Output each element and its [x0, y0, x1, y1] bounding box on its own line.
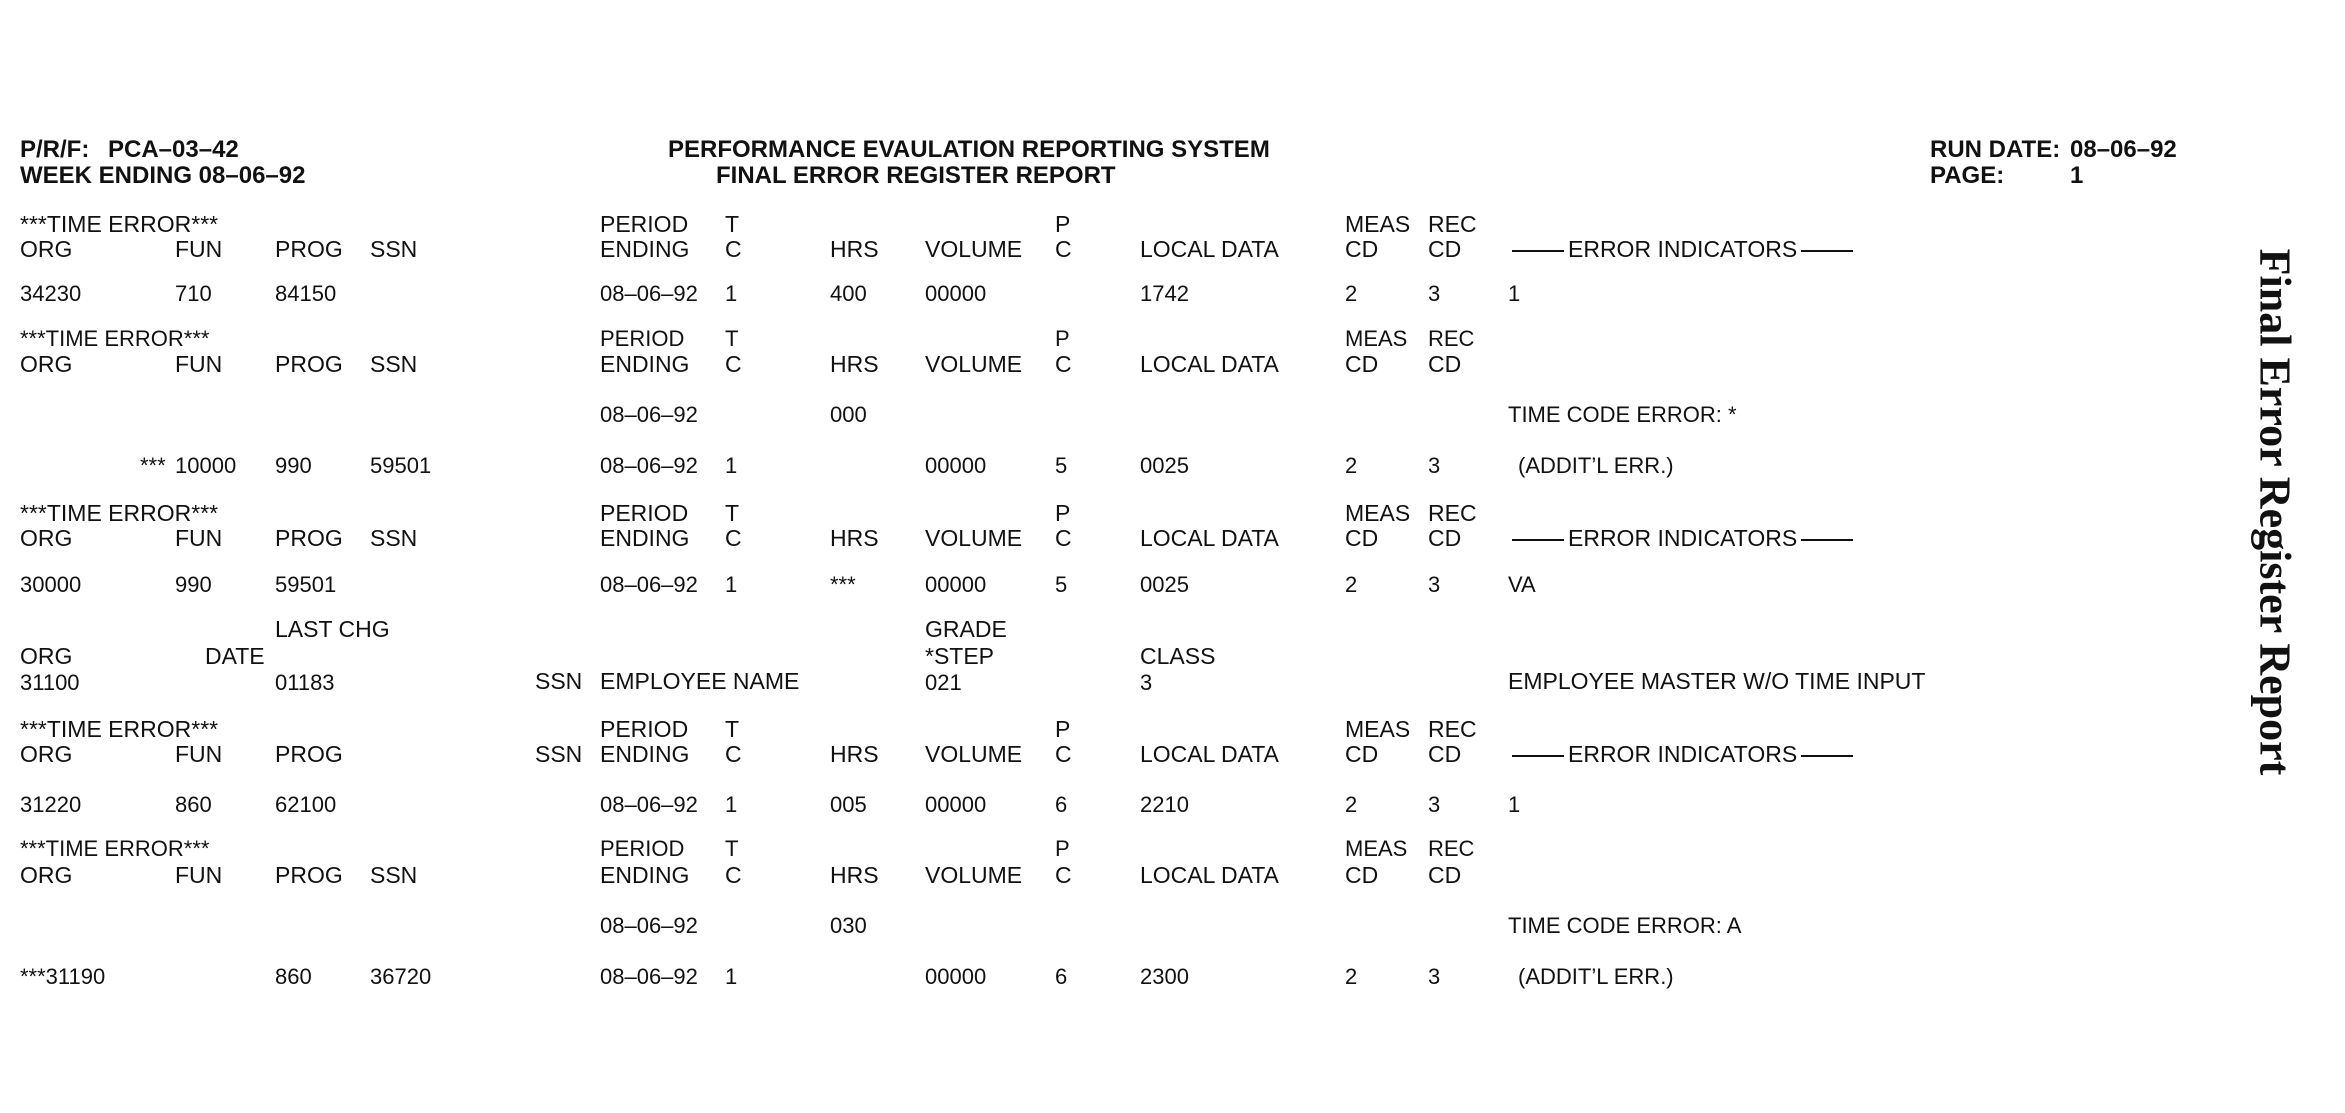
col-rec-cd: CD — [1428, 741, 1462, 767]
cell-org: 31220 — [20, 792, 82, 817]
col-meas-cd: CD — [1345, 862, 1379, 888]
col-rec: REC — [1428, 326, 1475, 351]
col-local-data: LOCAL DATA — [1140, 741, 1279, 767]
col-volume: VOLUME — [925, 862, 1023, 888]
cell-date: 01183 — [275, 670, 335, 695]
cell-tc: 1 — [725, 964, 738, 989]
col-local-data: LOCAL DATA — [1140, 236, 1279, 262]
col-org: ORG — [20, 236, 73, 262]
col-volume: VOLUME — [925, 236, 1023, 262]
cell-error-indicator: (ADDIT’L ERR.) — [1518, 453, 1674, 478]
cell-local-data: 2300 — [1140, 964, 1189, 989]
cell-org: ***31190 — [20, 964, 106, 989]
col-c: C — [725, 741, 742, 767]
col-fun: FUN — [175, 741, 223, 767]
col-ssn: SSN — [370, 236, 418, 262]
col-fun: FUN — [175, 525, 223, 551]
cell-rec-cd: 3 — [1428, 572, 1441, 597]
cell-prog: 59501 — [370, 453, 432, 478]
col-rec-cd: CD — [1428, 525, 1462, 551]
cell-org: 10000 — [175, 453, 237, 478]
cell-error-indicator: (ADDIT’L ERR.) — [1518, 964, 1674, 989]
col-meas: MEAS — [1345, 326, 1408, 351]
cell-org: 30000 — [20, 572, 82, 597]
col-prog: PROG — [275, 741, 343, 767]
col-volume: VOLUME — [925, 741, 1023, 767]
col-t: T — [725, 211, 740, 237]
col-ssn: SSN — [370, 351, 418, 377]
col-meas-cd: CD — [1345, 741, 1379, 767]
cell-meas-cd: 2 — [1345, 964, 1358, 989]
col-org: ORG — [20, 741, 73, 767]
cell-hrs: 000 — [830, 402, 867, 427]
col-c: C — [725, 862, 742, 888]
col-grade: GRADE — [925, 616, 1007, 642]
cell-hrs: 005 — [830, 792, 867, 817]
cell-tc: 1 — [725, 453, 738, 478]
col-c: C — [725, 525, 742, 551]
col-prog: PROG — [275, 236, 343, 262]
cell-meas-cd: 2 — [1345, 281, 1358, 306]
col-t: T — [725, 716, 740, 742]
report-subtitle: FINAL ERROR REGISTER REPORT — [716, 162, 1116, 189]
cell-class: 3 — [1140, 670, 1153, 695]
cell-flag: *** — [140, 453, 166, 478]
col-t: T — [725, 500, 740, 526]
cell-note: EMPLOYEE MASTER W/O TIME INPUT — [1508, 668, 1926, 694]
cell-pc: 5 — [1055, 453, 1068, 478]
time-error-label: ***TIME ERROR*** — [20, 500, 219, 526]
cell-volume: 00000 — [925, 281, 987, 306]
cell-tc: 1 — [725, 792, 738, 817]
cell-org: 34230 — [20, 281, 82, 306]
col-rec-cd: CD — [1428, 351, 1462, 377]
col-rec: REC — [1428, 716, 1477, 742]
col-meas-cd: CD — [1345, 525, 1379, 551]
cell-error-indicator: VA — [1508, 572, 1536, 597]
col-employee-name: EMPLOYEE NAME — [600, 668, 800, 694]
cell-grade: 021 — [925, 670, 962, 695]
cell-fun: 860 — [275, 964, 312, 989]
cell-volume: 00000 — [925, 964, 987, 989]
cell-error-indicator: 1 — [1508, 792, 1521, 817]
cell-prog: 59501 — [275, 572, 337, 597]
col-rec: REC — [1428, 211, 1477, 237]
col-pc: C — [1055, 351, 1072, 377]
col-ssn: SSN — [370, 862, 418, 888]
col-step: *STEP — [925, 643, 995, 669]
col-local-data: LOCAL DATA — [1140, 351, 1279, 377]
run-date-label: RUN DATE: — [1930, 136, 2061, 163]
col-p: P — [1055, 326, 1070, 351]
cell-rec-cd: 3 — [1428, 281, 1441, 306]
col-ending: ENDING — [600, 236, 690, 262]
cell-local-data: 0025 — [1140, 572, 1189, 597]
col-class: CLASS — [1140, 643, 1216, 669]
col-rec-cd: CD — [1428, 236, 1462, 262]
col-local-data: LOCAL DATA — [1140, 525, 1279, 551]
col-pc: C — [1055, 236, 1072, 262]
cell-pc: 5 — [1055, 572, 1068, 597]
report-title: PERFORMANCE EVAULATION REPORTING SYSTEM — [668, 136, 1270, 163]
col-prog: PROG — [275, 862, 343, 888]
cell-fun: 990 — [175, 572, 212, 597]
col-meas: MEAS — [1345, 500, 1411, 526]
col-c: C — [725, 351, 742, 377]
col-p: P — [1055, 836, 1070, 861]
error-indicators-heading: ERROR INDICATORS — [1508, 238, 1857, 261]
cell-local-data: 2210 — [1140, 792, 1189, 817]
col-org: ORG — [20, 525, 73, 551]
col-volume: VOLUME — [925, 351, 1023, 377]
col-local-data: LOCAL DATA — [1140, 862, 1279, 888]
col-org: ORG — [20, 643, 73, 669]
error-indicators-heading: ERROR INDICATORS — [1508, 527, 1857, 550]
col-c: C — [725, 236, 742, 262]
col-period: PERIOD — [600, 211, 689, 237]
col-p: P — [1055, 211, 1071, 237]
col-pc: C — [1055, 862, 1072, 888]
cell-ending: 08–06–92 — [600, 572, 698, 597]
cell-ending: 08–06–92 — [600, 964, 698, 989]
col-last-chg: LAST CHG — [275, 616, 390, 642]
col-ssn: SSN — [535, 741, 583, 767]
prf-label: P/R/F: — [20, 136, 90, 163]
cell-ending: 08–06–92 — [600, 453, 698, 478]
col-pc: C — [1055, 525, 1072, 551]
col-hrs: HRS — [830, 862, 879, 888]
page-number: 1 — [2070, 162, 2084, 189]
cell-ending: 08–06–92 — [600, 402, 698, 427]
col-hrs: HRS — [830, 525, 879, 551]
col-ssn: SSN — [370, 525, 418, 551]
col-date: DATE — [205, 643, 265, 669]
error-indicators-heading: ERROR INDICATORS — [1508, 743, 1857, 766]
col-prog: PROG — [275, 525, 343, 551]
col-org: ORG — [20, 862, 73, 888]
col-fun: FUN — [175, 236, 223, 262]
cell-volume: 00000 — [925, 792, 987, 817]
col-meas-cd: CD — [1345, 236, 1379, 262]
col-ending: ENDING — [600, 351, 690, 377]
col-period: PERIOD — [600, 716, 689, 742]
prf-value: PCA–03–42 — [108, 136, 239, 163]
col-rec: REC — [1428, 500, 1477, 526]
col-ending: ENDING — [600, 862, 690, 888]
cell-ending: 08–06–92 — [600, 281, 698, 306]
cell-prog: 62100 — [275, 792, 337, 817]
col-hrs: HRS — [830, 351, 879, 377]
cell-org: 31100 — [20, 670, 80, 695]
col-rec: REC — [1428, 836, 1475, 861]
col-period: PERIOD — [600, 500, 689, 526]
cell-ending: 08–06–92 — [600, 792, 698, 817]
cell-hrs: *** — [830, 572, 856, 597]
col-fun: FUN — [175, 351, 223, 377]
cell-local-data: 1742 — [1140, 281, 1189, 306]
cell-volume: 00000 — [925, 453, 987, 478]
cell-volume: 00000 — [925, 572, 987, 597]
side-caption: Final Error Register Report — [2250, 248, 2300, 776]
time-error-label: ***TIME ERROR*** — [20, 211, 219, 237]
col-meas: MEAS — [1345, 716, 1411, 742]
cell-prog: 84150 — [275, 281, 337, 306]
run-date-value: 08–06–92 — [2070, 136, 2177, 163]
cell-prog: 36720 — [370, 964, 432, 989]
cell-fun: 990 — [275, 453, 312, 478]
col-period: PERIOD — [600, 836, 685, 861]
col-p: P — [1055, 500, 1071, 526]
cell-hrs: 400 — [830, 281, 867, 306]
col-hrs: HRS — [830, 741, 879, 767]
cell-pc: 6 — [1055, 792, 1068, 817]
col-meas: MEAS — [1345, 836, 1408, 861]
time-error-label: ***TIME ERROR*** — [20, 326, 210, 351]
col-pc: C — [1055, 741, 1072, 767]
page-label: PAGE: — [1930, 162, 2005, 189]
cell-error-indicator: 1 — [1508, 281, 1521, 306]
cell-hrs: 030 — [830, 913, 867, 938]
cell-local-data: 0025 — [1140, 453, 1189, 478]
col-ending: ENDING — [600, 741, 690, 767]
cell-rec-cd: 3 — [1428, 453, 1441, 478]
week-ending: WEEK ENDING 08–06–92 — [20, 162, 306, 189]
col-period: PERIOD — [600, 326, 685, 351]
cell-fun: 860 — [175, 792, 212, 817]
col-p: P — [1055, 716, 1071, 742]
col-prog: PROG — [275, 351, 343, 377]
col-ssn: SSN — [535, 668, 583, 694]
col-t: T — [725, 836, 739, 861]
time-error-label: ***TIME ERROR*** — [20, 836, 210, 861]
cell-rec-cd: 3 — [1428, 964, 1441, 989]
cell-error-indicator: TIME CODE ERROR: * — [1508, 402, 1737, 427]
col-meas: MEAS — [1345, 211, 1411, 237]
cell-fun: 710 — [175, 281, 212, 306]
cell-meas-cd: 2 — [1345, 792, 1358, 817]
col-meas-cd: CD — [1345, 351, 1379, 377]
cell-pc: 6 — [1055, 964, 1068, 989]
col-volume: VOLUME — [925, 525, 1023, 551]
cell-tc: 1 — [725, 572, 738, 597]
col-fun: FUN — [175, 862, 223, 888]
cell-rec-cd: 3 — [1428, 792, 1441, 817]
cell-tc: 1 — [725, 281, 738, 306]
time-error-label: ***TIME ERROR*** — [20, 716, 219, 742]
col-ending: ENDING — [600, 525, 690, 551]
col-hrs: HRS — [830, 236, 879, 262]
cell-ending: 08–06–92 — [600, 913, 698, 938]
cell-meas-cd: 2 — [1345, 572, 1358, 597]
col-t: T — [725, 326, 739, 351]
cell-meas-cd: 2 — [1345, 453, 1358, 478]
col-org: ORG — [20, 351, 73, 377]
col-rec-cd: CD — [1428, 862, 1462, 888]
cell-error-indicator: TIME CODE ERROR: A — [1508, 913, 1742, 938]
